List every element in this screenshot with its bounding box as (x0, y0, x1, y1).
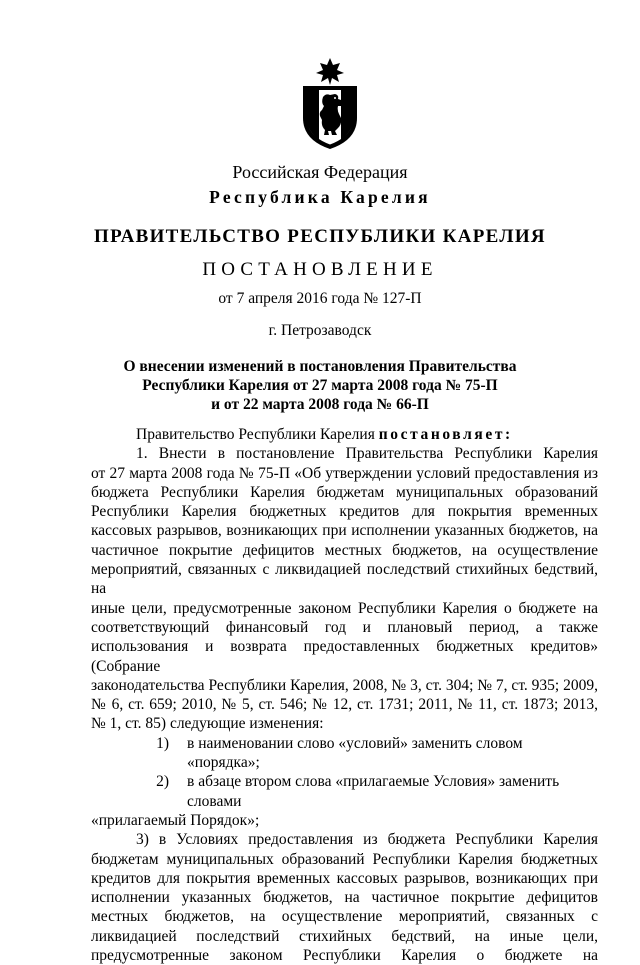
paragraph-line: 1. Внести в постановление Правительства Республики Карелия (136, 445, 598, 463)
paragraph-line: местных бюджетов, на осуществление мероприятий, связанных с (91, 908, 598, 926)
subject-line: Республики Карелия от 27 марта 2008 года № 75-П (142, 377, 498, 394)
paragraph-line: Республики Карелия бюджетных кредитов для покрытия временных (91, 503, 598, 521)
government-title: ПРАВИТЕЛЬСТВО РЕСПУБЛИКИ КАРЕЛИЯ (94, 226, 546, 247)
paragraph-line: от 27 марта 2008 года № 75-П «Об утверждении условий предоставления из (91, 464, 598, 482)
list-item-number: 1) (156, 734, 169, 752)
paragraph-line: соответствующий финансовый год и плановый период, а также (91, 618, 598, 636)
document-city: г. Петрозаводск (268, 322, 372, 339)
preamble-text: Правительство Республики Карелия (136, 426, 379, 443)
paragraph-line: иные цели, предусмотренные законом Республики Карелия о бюджете на (91, 599, 598, 617)
preamble-resolves: постановляет: (378, 426, 513, 443)
republic-name: Республика Карелия (209, 187, 431, 207)
paragraph-line: использования и возврата предоставленных бюджетных кредитов» (Собрание (91, 638, 598, 675)
paragraph-line: частичное покрытие дефицитов местных бюджетов, на осуществление (91, 541, 598, 559)
country-name: Российская Федерация (232, 162, 408, 182)
paragraph-line: мероприятий, связанных с ликвидацией последствий стихийных бедствий, на (91, 561, 598, 598)
paragraph-line: предусмотренные законом Республики Карелия о бюджете на (91, 947, 598, 965)
paragraph-line: ликвидацией последствий стихийных бедствий, на иные цели, (91, 927, 598, 945)
list-item-text: в абзаце втором слова «прилагаемые Условия» заменить словами (187, 773, 560, 810)
paragraph-line: бюджета Республики Карелия бюджетам муниципальных образований (91, 483, 598, 501)
list-item (91, 772, 598, 811)
subject-line: и от 22 марта 2008 года № 66-П (211, 396, 429, 413)
paragraph-line: кредитов для покрытия временных кассовых разрывов, возникающих при (91, 869, 598, 887)
preamble (91, 425, 598, 444)
paragraph-line: № 6, ст. 659; 2010, № 5, ст. 546; № 12, ст. 1731; 2011, № 11, ст. 1873; 2013, (91, 696, 598, 714)
list-item-text: в наименовании слово «условий» заменить словом «порядка»; (187, 734, 523, 772)
paragraph-line: 3) в Условиях предоставления из бюджета Республики Карелия (136, 831, 598, 849)
list-item-number: 2) (156, 773, 169, 791)
paragraph-line: «прилагаемый Порядок»; (91, 811, 260, 829)
paragraph-line: законодательства Республики Карелия, 2008, № 3, ст. 304; № 7, ст. 935; 2009, (91, 676, 598, 694)
document-type: ПОСТАНОВЛЕНИЕ (202, 259, 438, 280)
document-body (91, 425, 598, 965)
document-date-number: от 7 апреля 2016 года № 127-П (218, 290, 422, 307)
paragraph-line: кассовых разрывов, возникающих при исполнении указанных бюджетов, на (91, 522, 598, 540)
subject-line: О внесении изменений в постановления Правительства (123, 358, 517, 375)
paragraph-line: бюджетам муниципальных образований Республики Карелия бюджетных (91, 850, 598, 868)
karelia-coat-of-arms-icon (297, 56, 363, 151)
paragraph-line: № 1, ст. 85) следующие изменения: (91, 715, 324, 733)
paragraph-line: исполнении указанных бюджетов, на частичное покрытие дефицитов (91, 889, 598, 907)
document-subject (0, 357, 640, 414)
list-item (91, 734, 598, 773)
